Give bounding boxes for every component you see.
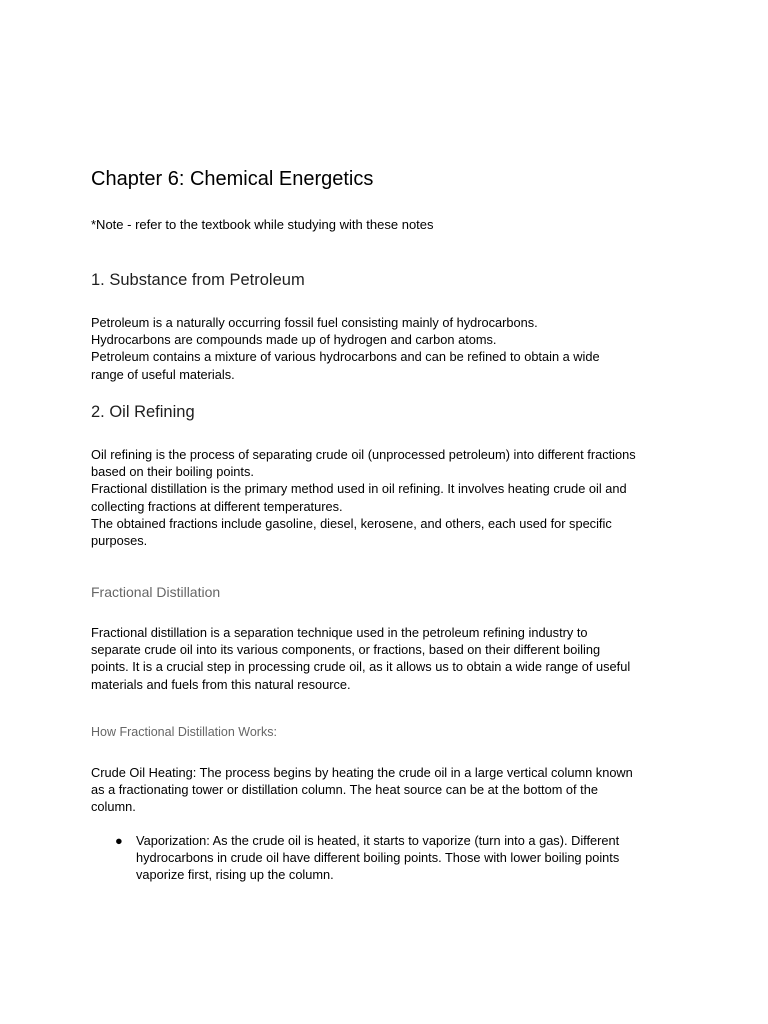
text-line: vaporize first, rising up the column. bbox=[136, 867, 334, 883]
subsection-heading-how-it-works: How Fractional Distillation Works: bbox=[91, 725, 277, 739]
text-line: Petroleum contains a mixture of various hydrocarbons and can be refined to obtain a wide bbox=[91, 349, 600, 365]
text-line: as a fractionating tower or distillation column. The heat source can be at the bottom of the bbox=[91, 782, 598, 798]
text-line: Vaporization: As the crude oil is heated, it starts to vaporize (turn into a gas). Different bbox=[136, 833, 620, 848]
text-line: Petroleum is a naturally occurring fossil fuel consisting mainly of hydrocarbons. bbox=[91, 315, 538, 330]
text-line: materials and fuels from this natural resource. bbox=[91, 676, 351, 692]
text-line: Fractional distillation is a separation technique used in the petroleum refining industry to bbox=[91, 625, 588, 640]
text-line: points. It is a crucial step in processing crude oil, as it allows us to obtain a wide range of useful bbox=[91, 659, 631, 675]
bullet-dot-icon: ● bbox=[115, 833, 123, 848]
text-line: Crude Oil Heating: The process begins by heating the crude oil in a large vertical column known bbox=[91, 765, 633, 780]
text-line: The obtained fractions include gasoline, diesel, kerosene, and others, each used for specific bbox=[91, 515, 612, 531]
section-heading-oil-refining: 2. Oil Refining bbox=[91, 403, 195, 421]
text-line: Oil refining is the process of separating crude oil (unprocessed petroleum) into different fractions bbox=[91, 447, 636, 462]
text-line: based on their boiling points. bbox=[91, 464, 254, 480]
paragraph-oil-refining bbox=[91, 446, 691, 549]
text-line: Hydrocarbons are compounds made up of hydrogen and carbon atoms. bbox=[91, 332, 497, 348]
text-line: purposes. bbox=[91, 533, 148, 549]
text-line: collecting fractions at different temperatures. bbox=[91, 498, 343, 514]
study-note: *Note - refer to the textbook while studying with these notes bbox=[91, 217, 434, 232]
page-title: Chapter 6: Chemical Energetics bbox=[91, 168, 374, 190]
bullet-text bbox=[136, 832, 696, 884]
section-heading-petroleum: 1. Substance from Petroleum bbox=[91, 271, 305, 289]
subsection-heading-fractional-distillation: Fractional Distillation bbox=[91, 584, 221, 600]
paragraph-petroleum bbox=[91, 314, 691, 383]
paragraph-fractional-distillation bbox=[91, 624, 691, 693]
text-line: hydrocarbons in crude oil have different boiling points. Those with lower boiling points bbox=[136, 850, 620, 866]
text-line: separate crude oil into its various components, or fractions, based on their different boiling bbox=[91, 642, 601, 658]
text-line: Fractional distillation is the primary method used in oil refining. It involves heating crude oil and bbox=[91, 481, 627, 497]
text-line: range of useful materials. bbox=[91, 366, 235, 382]
text-line: column. bbox=[91, 799, 136, 815]
paragraph-crude-oil-heating bbox=[91, 764, 691, 816]
